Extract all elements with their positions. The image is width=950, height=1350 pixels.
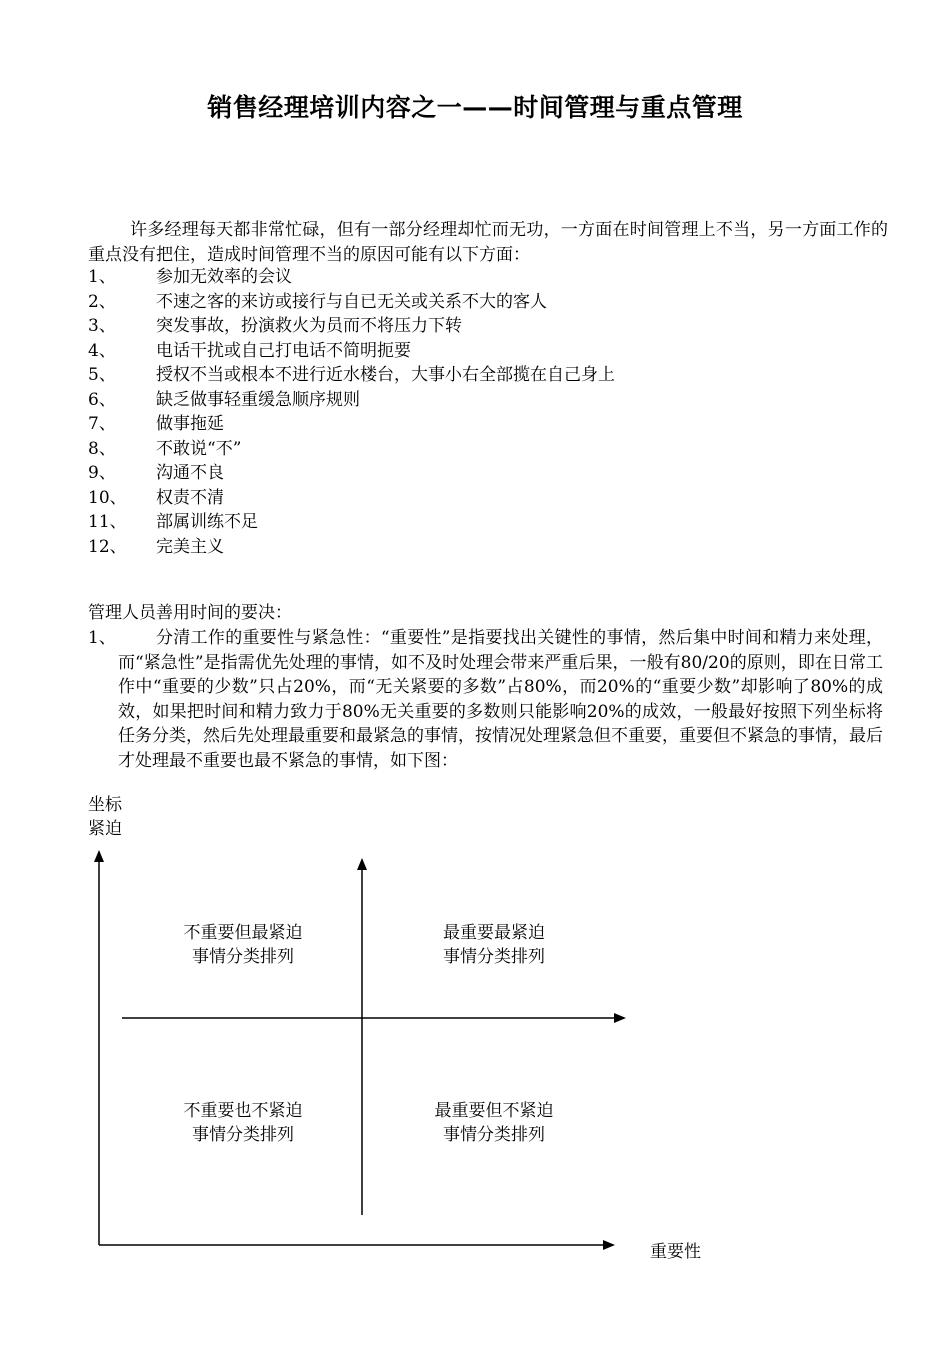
list-item-text: 突发事故，扮演救火为员而不将压力下转 — [156, 316, 462, 336]
quadrant-bottom-left — [163, 1099, 323, 1147]
list-item-text: 不速之客的来访或接行与自已无关或关系不大的客人 — [156, 291, 547, 312]
list-item-text: 参加无效率的会议 — [156, 267, 292, 287]
list-item-text: 完美主义 — [156, 536, 224, 557]
tip-text: 分清工作的重要性与紧急性：“重要性”是指要找出关键性的事情，然后集中时间和精力来处理，而“紧急性”是指需优先处理的事情，如不及时处理会带来严重后果，一般有80/20的原则，即在日常工作中“重要的少数”只占20%，而“无关紧要的多数”占80%，而20%的“重要少数”却影响了80%的成效，如果把时间和精力致力于80%无关重要的多数则只能影响20%的成效，一般最好按照下列坐标将任务分类，然后先处理最重要和最紧急的事情，按情况处理紧急但不重要，重要但不紧急的事情，最后才处理最不重要也最不紧急的事情，如下图： — [118, 628, 883, 771]
list-item-number: 5、 — [88, 365, 116, 385]
quadrant-sublabel: 事情分类排列 — [443, 947, 545, 967]
matrix-caption: 坐标 — [88, 795, 122, 815]
quadrant-bottom-right — [414, 1099, 574, 1147]
tips-heading: 管理人员善用时间的要决： — [88, 603, 292, 623]
quadrant-sublabel: 事情分类排列 — [192, 947, 294, 967]
intro-paragraph: 许多经理每天都非常忙碌，但有一部分经理却忙而无功，一方面在时间管理上不当，另一方面工作的重点没有把住，造成时间管理不当的原因可能有以下方面： — [88, 220, 888, 265]
quadrant-label: 不重要但最紧迫 — [183, 923, 303, 943]
tip-number: 1、 — [88, 628, 116, 648]
list-item-number: 12、 — [88, 536, 127, 557]
list-item-number: 11、 — [88, 512, 127, 532]
list-item-number: 2、 — [88, 291, 116, 312]
list-item-text: 权责不清 — [156, 487, 224, 508]
list-item-number: 6、 — [88, 389, 116, 410]
y-axis-label: 紧迫 — [88, 819, 122, 839]
list-item — [88, 339, 888, 364]
list-item — [88, 437, 888, 462]
list-item-text: 电话干扰或自己打电话不简明扼要 — [156, 340, 411, 361]
quadrant-sublabel: 事情分类排列 — [443, 1125, 545, 1145]
list-item-number: 7、 — [88, 414, 116, 434]
tip-item — [88, 626, 883, 773]
list-item-number: 10、 — [88, 487, 127, 508]
quadrant-top-right — [414, 921, 574, 969]
list-item-text: 缺乏做事轻重缓急顺序规则 — [156, 389, 360, 410]
list-item-text: 做事拖延 — [156, 414, 224, 434]
list-item-text: 部属训练不足 — [156, 512, 258, 532]
list-item-text: 授权不当或根本不进行近水楼台，大事小右全部揽在自己身上 — [156, 365, 615, 385]
list-item — [88, 510, 888, 535]
list-item-number: 9、 — [88, 463, 116, 483]
list-item-number: 1、 — [88, 267, 116, 287]
document-title: 销售经理培训内容之一——时间管理与重点管理 — [207, 93, 743, 122]
list-item-number: 3、 — [88, 316, 116, 336]
list-item-text: 不敢说“不” — [156, 438, 242, 459]
list-item — [88, 388, 888, 413]
quadrant-sublabel: 事情分类排列 — [192, 1125, 294, 1145]
quadrant-label: 不重要也不紧迫 — [183, 1101, 303, 1121]
quadrant-label: 最重要最紧迫 — [443, 923, 545, 943]
list-item-number: 4、 — [88, 340, 116, 361]
quadrant-top-left — [163, 921, 323, 969]
list-item — [88, 461, 888, 486]
causes-list — [88, 265, 888, 559]
list-item-text: 沟通不良 — [156, 463, 224, 483]
list-item — [88, 412, 888, 437]
list-item — [88, 265, 888, 290]
list-item-number: 8、 — [88, 438, 116, 459]
x-axis-label: 重要性 — [650, 1242, 701, 1262]
list-item — [88, 535, 888, 560]
list-item — [88, 486, 888, 511]
list-item — [88, 314, 888, 339]
list-item — [88, 290, 888, 315]
quadrant-label: 最重要但不紧迫 — [434, 1101, 554, 1121]
list-item — [88, 363, 888, 388]
